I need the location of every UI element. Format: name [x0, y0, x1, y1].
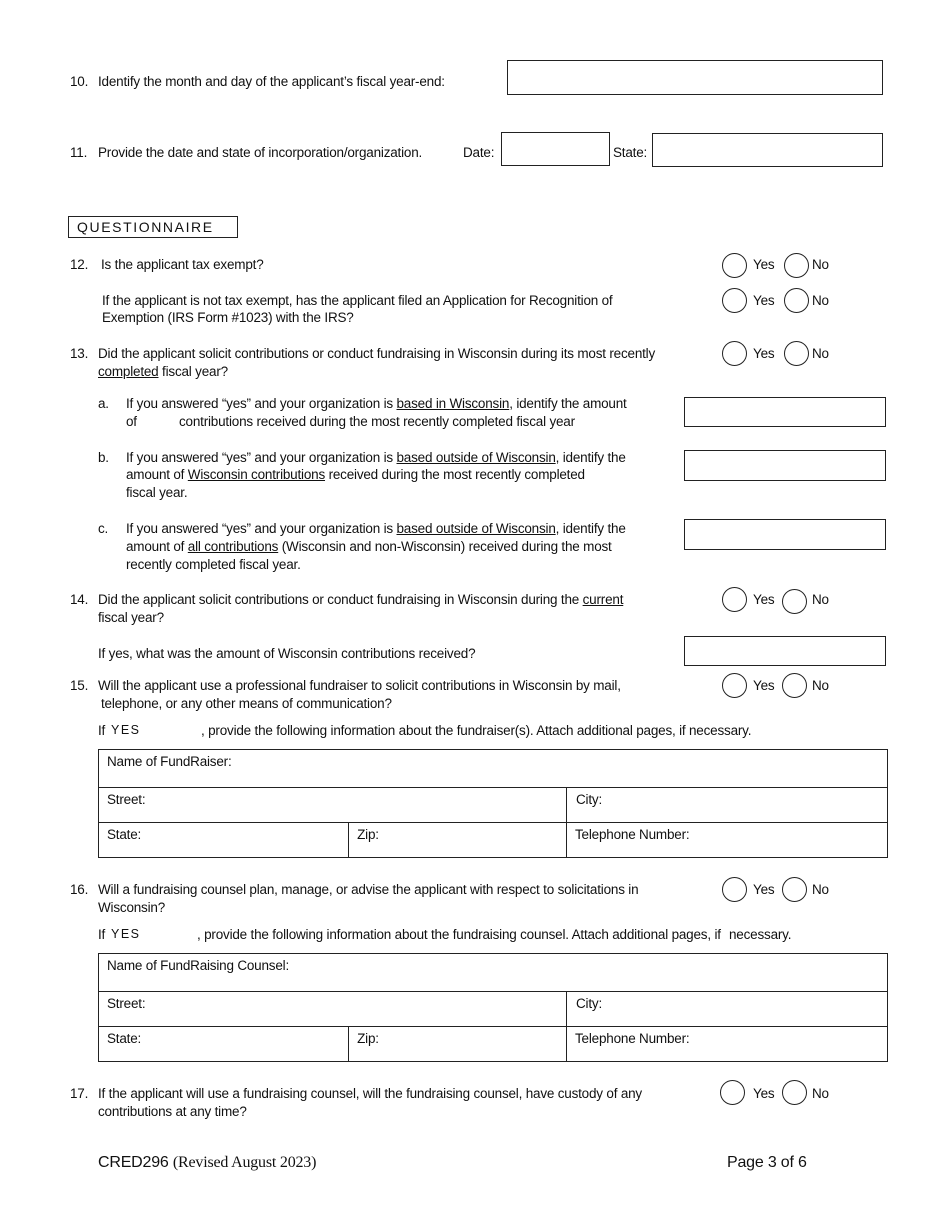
- q13b-letter: b.: [98, 450, 109, 465]
- q14-yes-label: Yes: [753, 592, 775, 607]
- q16-if-text: , provide the following information about the fundraising counsel. Attach additional pages, if: [197, 927, 721, 942]
- q15-yes-label: Yes: [753, 678, 775, 693]
- q12-number: 12.: [70, 257, 89, 272]
- q13c-underline: based outside of Wisconsin: [396, 521, 556, 536]
- q14-underline: current: [582, 592, 624, 607]
- q16-if-yes: YES: [111, 927, 141, 941]
- q16-yes-label: Yes: [753, 882, 775, 897]
- q17-yes-radio[interactable]: [720, 1080, 745, 1105]
- q14-amount-field[interactable]: [684, 636, 886, 666]
- q10-number: 10.: [70, 74, 89, 89]
- q12-sub-yes-label: Yes: [753, 293, 775, 308]
- counsel-state-label: State:: [107, 1031, 142, 1046]
- q12-sub-no-radio[interactable]: [784, 288, 809, 313]
- fundraiser-state-cell[interactable]: [99, 823, 349, 858]
- q15-no-label: No: [812, 678, 829, 693]
- q13-no-label: No: [812, 346, 829, 361]
- q17-no-label: No: [812, 1086, 829, 1101]
- fundraiser-table: [98, 749, 888, 858]
- q13a-text: If you answered “yes” and your organization is: [126, 396, 397, 411]
- q13-yes-radio[interactable]: [722, 341, 747, 366]
- counsel-city-cell[interactable]: [567, 992, 888, 1027]
- questionnaire-heading: QUESTIONNAIRE: [68, 216, 238, 238]
- q13-line2: [98, 364, 228, 379]
- q15-number: 15.: [70, 678, 89, 693]
- q13b-text: If you answered “yes” and your organization is: [126, 450, 397, 465]
- q17-number: 17.: [70, 1086, 89, 1101]
- fundraiser-phone-cell[interactable]: [567, 823, 888, 858]
- q13c-text2: amount of: [126, 539, 188, 554]
- q12-sub-yes-radio[interactable]: [722, 288, 747, 313]
- q13b-underline2: Wisconsin contributions: [187, 467, 326, 482]
- q16-if-label: If: [98, 927, 106, 942]
- q13b-text-end: , identify the: [555, 450, 626, 465]
- q13b-line3: fiscal year.: [126, 485, 188, 500]
- fundraiser-name-cell[interactable]: [99, 750, 888, 788]
- counsel-street-cell[interactable]: [99, 992, 567, 1027]
- q13c-letter: c.: [98, 521, 109, 536]
- q13b-text2: amount of: [126, 467, 188, 482]
- fundraiser-name-label: Name of FundRaiser:: [107, 754, 232, 769]
- q13b-underline: based outside of Wisconsin: [396, 450, 556, 465]
- q13c-line2: [126, 539, 612, 554]
- date-label: Date:: [463, 145, 495, 160]
- q16-line1: Will a fundraising counsel plan, manage, or advise the applicant with respect to solicitations in: [98, 882, 639, 897]
- counsel-table: [98, 953, 888, 1062]
- q12-yes-label: Yes: [753, 257, 775, 272]
- state-label: State:: [613, 145, 648, 160]
- q15-line2: telephone, or any other means of communication?: [101, 696, 392, 711]
- q13c-text-end: , identify the: [555, 521, 626, 536]
- fundraiser-zip-cell[interactable]: [349, 823, 567, 858]
- q13c-line1: [126, 521, 626, 536]
- q16-no-radio[interactable]: [782, 877, 807, 902]
- q12-yes-radio[interactable]: [722, 253, 747, 278]
- q15-if-text: , provide the following information about the fundraiser(s). Attach additional pages, if necessary.: [201, 723, 752, 738]
- q12-sub-line2: Exemption (IRS Form #1023) with the IRS?: [102, 310, 354, 325]
- revision-date: (Revised August 2023): [172, 1154, 317, 1171]
- q15-if-label: If: [98, 723, 106, 738]
- q14-no-radio[interactable]: [782, 589, 807, 614]
- q13a-letter: a.: [98, 396, 109, 411]
- q13c-text2-end: (Wisconsin and non-Wisconsin) received during the most: [278, 539, 612, 554]
- q16-yes-radio[interactable]: [722, 877, 747, 902]
- q15-line1: Will the applicant use a professional fundraiser to solicit contributions in Wisconsin by mail,: [98, 678, 621, 693]
- q16-if-text-end: necessary.: [729, 927, 792, 942]
- fundraiser-zip-label: Zip:: [357, 827, 379, 842]
- q14-line2: fiscal year?: [98, 610, 164, 625]
- q17-yes-label: Yes: [753, 1086, 775, 1101]
- counsel-zip-cell[interactable]: [349, 1027, 567, 1062]
- q13-no-radio[interactable]: [784, 341, 809, 366]
- q13-yes-label: Yes: [753, 346, 775, 361]
- counsel-city-label: City:: [576, 996, 603, 1011]
- q15-no-radio[interactable]: [782, 673, 807, 698]
- q14-number: 14.: [70, 592, 89, 607]
- q11-number: 11.: [70, 145, 88, 160]
- q13c-line3: recently completed fiscal year.: [126, 557, 301, 572]
- incorporation-date-field[interactable]: [501, 132, 610, 166]
- q13a-line2b: contributions received during the most recently completed fiscal year: [179, 414, 575, 429]
- fundraiser-city-label: City:: [576, 792, 603, 807]
- q13c-underline2: all contributions: [187, 539, 279, 554]
- q13a-text-end: , identify the amount: [509, 396, 627, 411]
- q10-label: Identify the month and day of the applicant’s fiscal year-end:: [98, 74, 445, 89]
- form-number: [98, 1154, 316, 1172]
- q13c-amount-field[interactable]: [684, 519, 886, 550]
- counsel-phone-label: Telephone Number:: [575, 1031, 690, 1046]
- q13c-text: If you answered “yes” and your organization is: [126, 521, 397, 536]
- q13b-amount-field[interactable]: [684, 450, 886, 481]
- q13-line2-rest: fiscal year?: [158, 364, 228, 379]
- q12-label: Is the applicant tax exempt?: [101, 257, 264, 272]
- q14-line1: [98, 592, 623, 607]
- q13a-underline: based in Wisconsin: [396, 396, 510, 411]
- fundraiser-phone-label: Telephone Number:: [575, 827, 690, 842]
- q13b-line2: [126, 467, 585, 482]
- q13b-line1: [126, 450, 626, 465]
- page-number: Page 3 of 6: [727, 1154, 807, 1171]
- q14-yes-radio[interactable]: [722, 587, 747, 612]
- q16-number: 16.: [70, 882, 89, 897]
- fundraiser-street-cell[interactable]: [99, 788, 567, 823]
- fundraiser-state-label: State:: [107, 827, 142, 842]
- q11-label: Provide the date and state of incorporation/organization.: [98, 145, 423, 160]
- counsel-name-cell[interactable]: [99, 954, 888, 992]
- q12-no-radio[interactable]: [784, 253, 809, 278]
- q12-sub-line1: If the applicant is not tax exempt, has the applicant filed an Application for Recognition of: [102, 293, 613, 308]
- q12-no-label: No: [812, 257, 829, 272]
- counsel-phone-cell[interactable]: [567, 1027, 888, 1062]
- q13a-amount-field[interactable]: [684, 397, 886, 427]
- q13a-line1: [126, 396, 627, 411]
- fiscal-year-end-field[interactable]: [507, 60, 883, 95]
- q13-underline: completed: [98, 364, 159, 379]
- form-code: CRED296: [98, 1154, 169, 1171]
- q17-line1: If the applicant will use a fundraising counsel, will the fundraising counsel, have custody of any: [98, 1086, 642, 1101]
- q14-no-label: No: [812, 592, 829, 607]
- q13b-text2-end: received during the most recently completed: [325, 467, 585, 482]
- incorporation-state-field[interactable]: [652, 133, 883, 167]
- counsel-zip-label: Zip:: [357, 1031, 379, 1046]
- q13a-line2a: of: [126, 414, 137, 429]
- q13-line1: Did the applicant solicit contributions or conduct fundraising in Wisconsin during its most recently: [98, 346, 656, 361]
- q17-no-radio[interactable]: [782, 1080, 807, 1105]
- q14-text: Did the applicant solicit contributions or conduct fundraising in Wisconsin during the: [98, 592, 583, 607]
- q16-no-label: No: [812, 882, 829, 897]
- counsel-street-label: Street:: [107, 996, 146, 1011]
- fundraiser-street-label: Street:: [107, 792, 146, 807]
- q12-sub-no-label: No: [812, 293, 829, 308]
- q16-line2: Wisconsin?: [98, 900, 166, 915]
- q17-line2: contributions at any time?: [98, 1104, 247, 1119]
- q15-yes-radio[interactable]: [722, 673, 747, 698]
- q13-number: 13.: [70, 346, 89, 361]
- counsel-state-cell[interactable]: [99, 1027, 349, 1062]
- q14-sub-label: If yes, what was the amount of Wisconsin contributions received?: [98, 646, 476, 661]
- q15-if-yes: YES: [111, 723, 141, 737]
- counsel-name-label: Name of FundRaising Counsel:: [107, 958, 289, 973]
- fundraiser-city-cell[interactable]: [567, 788, 888, 823]
